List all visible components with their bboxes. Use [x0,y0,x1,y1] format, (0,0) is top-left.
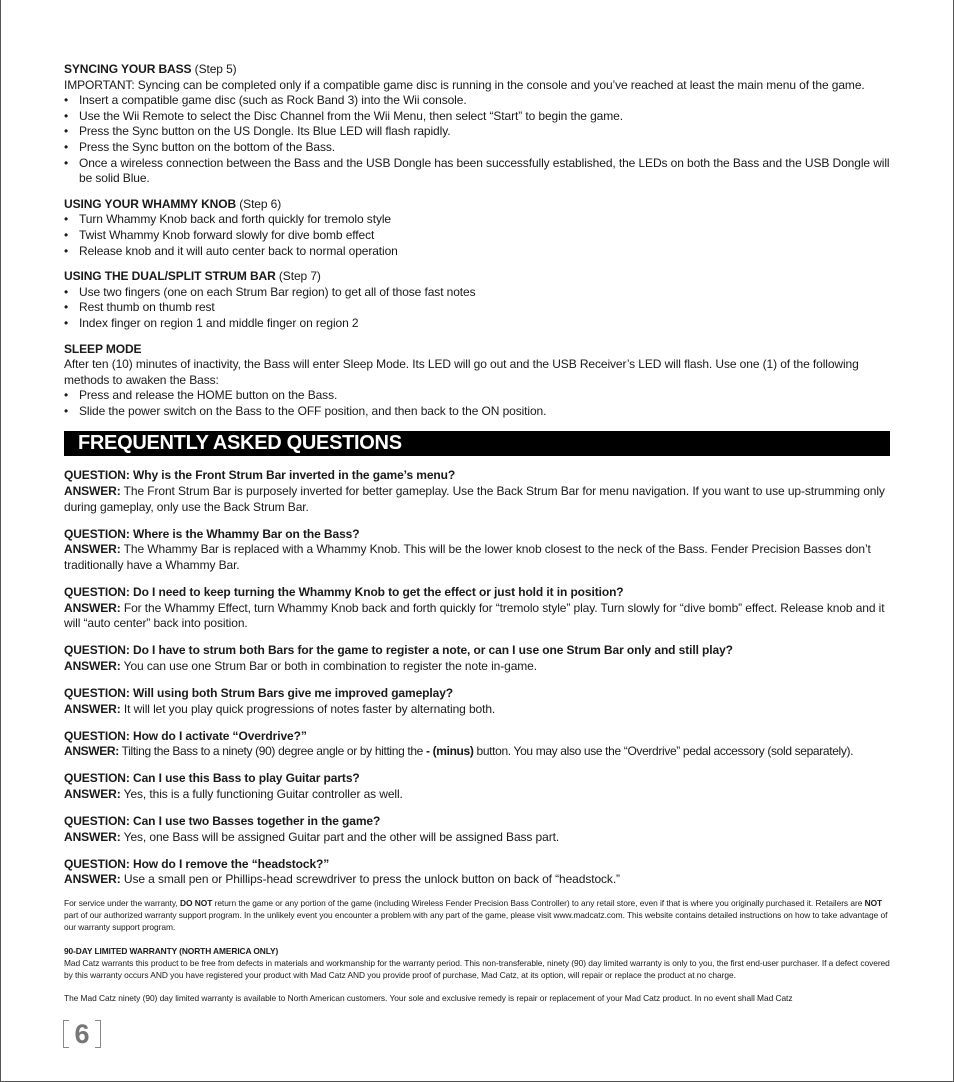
faq-answer: ANSWER: For the Whammy Effect, turn Whammy Knob back and forth quickly for “tremolo style” play. Turn slowly for “dive bomb” effect. Release knob and it will “auto center” back into position. [64,600,885,631]
section-title: USING THE DUAL/SPLIT STRUM BAR (Step 7) [64,269,321,284]
bracket-right [95,1020,101,1048]
bracket-left [63,1020,69,1048]
faq-question: QUESTION: Will using both Strum Bars give me improved gameplay? [64,686,453,700]
bullet-list [64,212,894,259]
page-number: 6 [63,1018,101,1050]
section-title: SLEEP MODE [64,341,142,356]
faq-item [64,814,894,845]
faq-answer: ANSWER: The Whammy Bar is replaced with a Whammy Knob. This will be the lower knob closest to the neck of the Bass. Fender Precision Basses don’t traditionally have a Whammy Bar. [64,542,871,572]
bullet-list [64,285,894,332]
faq-item [64,729,894,760]
faq-answer: ANSWER: The Front Strum Bar is purposely inverted for better gameplay. Use the Back Strum Bar for menu navigation. If you want to use up-strumming only during gameplay, only use the Back Strum Bar. [64,484,885,514]
faq-question: QUESTION: Can I use this Bass to play Guitar parts? [64,771,360,786]
faq-question: QUESTION: Where is the Whammy Bar on the Bass? [64,526,360,541]
faq-item [64,771,894,802]
faq-answer: ANSWER: You can use one Strum Bar or both in combination to register the note in-game. [64,658,537,673]
warranty-body: Mad Catz warrants this product to be free from defects in materials and workmanship for the warranty period. This non-transferable, ninety (90) day limited warranty is only to you, the first end-user purchaser. If a defect covered by this warranty occurs AND you have registered your product with Mad Catz AND you provide proof of purchase, Mad Catz, at its option, will repair or replace the product at no charge. [64,957,890,980]
faq-item [64,643,894,674]
service-notice: For service under the warranty, DO NOT return the game or any portion of the game (including Wireless Fender Precision Bass Controller) to any retail store, even if that is where you originally purchased it. Retailers are NOT part of our authorized warranty support program. In the unlikely event you encounter a problem with any part of the game, please visit www.madcatz.com. This website contains detailed instructions on how to take advantage of our warranty support program. [64,897,888,933]
faq-question: QUESTION: Can I use two Basses together in the game? [64,814,381,829]
faq-answer: ANSWER: Yes, this is a fully functioning Guitar controller as well. [64,786,403,801]
faq-item [64,527,894,574]
faq-item [64,585,894,632]
warranty-remedy: The Mad Catz ninety (90) day limited warranty is available to North American customers. Your sole and exclusive remedy is repair or replacement of your Mad Catz product. In no event shall Mad Catz [64,992,793,1003]
section-sleep-mode [64,342,894,420]
bullet-list [64,388,894,419]
list-item: • Insert a compatible game disc (such as Rock Band 3) into the Wii console. [64,93,894,109]
section-strum-bar [64,269,894,331]
faq-answer: ANSWER: Yes, one Bass will be assigned Guitar part and the other will be assigned Bass part. [64,829,560,844]
faq-question: QUESTION: Why is the Front Strum Bar inverted in the game’s menu? [64,468,456,483]
list-item: • Press the Sync button on the bottom of the Bass. [64,140,894,156]
document-body [64,62,894,1004]
list-item: • Rest thumb on thumb rest [64,300,894,316]
faq-question: QUESTION: How do I remove the “headstock?” [64,856,330,871]
faq-heading-banner: FREQUENTLY ASKED QUESTIONS [64,431,890,456]
faq-item [64,468,894,515]
list-item: • Turn Whammy Knob back and forth quickly for tremolo style [64,212,894,228]
faq-answer: ANSWER: It will let you play quick progressions of notes faster by alternating both. [64,701,496,716]
section-intro: After ten (10) minutes of inactivity, the Bass will enter Sleep Mode. Its LED will go out and the USB Receiver’s LED will flash. Use one (1) of the following methods to awaken the Bass: [64,357,859,387]
faq-item [64,857,894,888]
faq-answer: ANSWER: Use a small pen or Phillips-head screwdriver to press the unlock button on back of “headstock.” [64,872,620,887]
warranty-block [64,945,894,981]
list-item: • Index finger on region 1 and middle finger on region 2 [64,316,894,332]
section-syncing [64,62,894,187]
list-item: • Release knob and it will auto center back to normal operation [64,244,894,260]
list-item: • Press the Sync button on the US Dongle. Its Blue LED will flash rapidly. [64,124,894,140]
faq-question: QUESTION: Do I have to strum both Bars for the game to register a note, or can I use one Strum Bar only and still play? [64,643,733,658]
section-intro: IMPORTANT: Syncing can be completed only if a compatible game disc is running in the console and you’ve reached at least the main menu of the game. [64,77,865,92]
bullet-list [64,93,894,187]
list-item: • Slide the power switch on the Bass to the OFF position, and then back to the ON position. [64,404,894,420]
list-item: • Twist Whammy Knob forward slowly for dive bomb effect [64,228,894,244]
list-item: • Once a wireless connection between the Bass and the USB Dongle has been successfully established, the LEDs on both the Bass and the USB Dongle will be solid Blue. [64,156,894,187]
list-item: • Use the Wii Remote to select the Disc Channel from the Wii Menu, then select “Start” to begin the game. [64,109,894,125]
list-item: • Press and release the HOME button on the Bass. [64,388,894,404]
faq-question: QUESTION: Do I need to keep turning the Whammy Knob to get the effect or just hold it in position? [64,585,624,600]
section-title: USING YOUR WHAMMY KNOB (Step 6) [64,196,282,211]
faq-question: QUESTION: How do I activate “Overdrive?” [64,728,307,743]
list-item: • Use two fingers (one on each Strum Bar region) to get all of those fast notes [64,285,894,301]
section-whammy-knob [64,197,894,259]
faq-item [64,686,894,717]
warranty-title: 90-DAY LIMITED WARRANTY (NORTH AMERICA ONLY) [64,945,279,956]
section-title: SYNCING YOUR BASS (Step 5) [64,62,237,76]
faq-answer: ANSWER: Tilting the Bass to a ninety (90) degree angle or by hitting the - (minus) button. You may also use the “Overdrive” pedal accessory (sold separately). [64,744,854,759]
